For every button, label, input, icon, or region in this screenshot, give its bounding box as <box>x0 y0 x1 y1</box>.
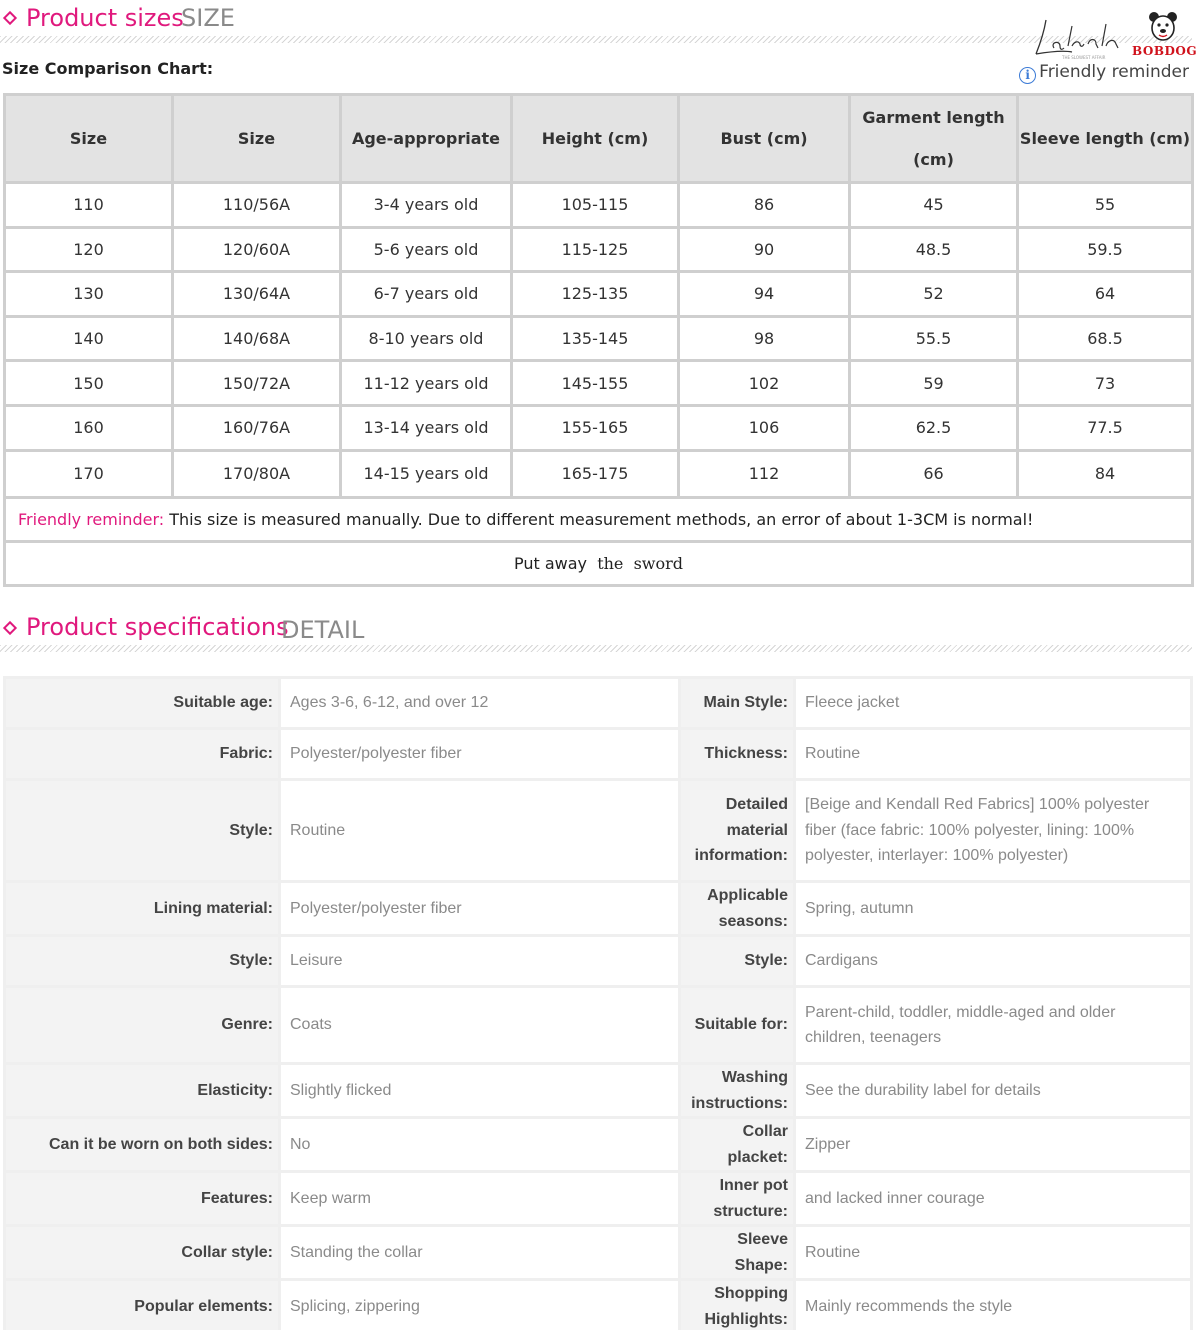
table-row <box>5 361 1193 406</box>
size-note-label: Friendly reminder: <box>18 509 165 529</box>
cell-bust: 98 <box>679 316 850 361</box>
spec-value: Slightly flicked <box>280 1064 680 1118</box>
size-footer-part2: the <box>597 553 624 573</box>
cell-height: 145-155 <box>512 361 679 406</box>
info-icon: i <box>1019 67 1036 84</box>
spec-row <box>5 678 1192 729</box>
size-table <box>3 93 1194 587</box>
table-row <box>5 183 1193 228</box>
dog-logo-icon <box>1148 10 1178 44</box>
spec-value: and lacked inner courage <box>795 1172 1192 1226</box>
spec-label: Features: <box>5 1172 280 1226</box>
spec-value: Fleece jacket <box>795 678 1192 729</box>
header-sleeve-length: Sleeve length (cm) <box>1018 95 1193 183</box>
cell-size: 120 <box>5 227 173 272</box>
spec-value: Keep warm <box>280 1172 680 1226</box>
spec-value: Parent-child, toddler, middle-aged and older children, teenagers <box>795 987 1192 1064</box>
cell-size-code: 130/64A <box>173 272 341 317</box>
cell-sleeve-length: 77.5 <box>1018 405 1193 450</box>
detail-section-title: Product specifications <box>26 613 289 641</box>
hatched-divider <box>0 36 1192 43</box>
spec-label: Shopping Highlights: <box>680 1280 795 1330</box>
friendly-reminder-label: Friendly reminder <box>1039 62 1189 82</box>
spec-value: Routine <box>280 780 680 882</box>
cell-size-code: 170/80A <box>173 450 341 497</box>
cell-bust: 90 <box>679 227 850 272</box>
cell-height: 105-115 <box>512 183 679 228</box>
spec-label: Thickness: <box>680 729 795 780</box>
header-garment-line2: (cm) <box>913 149 954 169</box>
cell-age: 13-14 years old <box>341 405 512 450</box>
brand-logo <box>1030 8 1198 60</box>
cell-sleeve-length: 84 <box>1018 450 1193 497</box>
spec-value: Leisure <box>280 936 680 987</box>
size-footer-row <box>5 541 1193 585</box>
cell-sleeve-length: 68.5 <box>1018 316 1193 361</box>
size-table-header-row <box>5 95 1193 183</box>
diamond-icon <box>3 11 17 25</box>
table-row <box>5 450 1193 497</box>
spec-value: Polyester/polyester fiber <box>280 729 680 780</box>
spec-label: Suitable for: <box>680 987 795 1064</box>
cell-sleeve-length: 55 <box>1018 183 1193 228</box>
cell-age: 8-10 years old <box>341 316 512 361</box>
size-footer-part1: Put away <box>513 553 588 573</box>
table-row <box>5 272 1193 317</box>
header-garment-length <box>850 95 1018 183</box>
hatched-divider <box>0 645 1192 652</box>
header-garment-line1: Garment length <box>862 107 1005 127</box>
cell-height: 165-175 <box>512 450 679 497</box>
size-section-title: Product sizes <box>26 4 184 32</box>
spec-row <box>5 1118 1192 1172</box>
cell-garment-length: 59 <box>850 361 1018 406</box>
cell-sleeve-length: 59.5 <box>1018 227 1193 272</box>
size-note <box>5 497 1193 541</box>
cell-age: 3-4 years old <box>341 183 512 228</box>
cell-garment-length: 48.5 <box>850 227 1018 272</box>
spec-value: Standing the collar <box>280 1226 680 1280</box>
spec-value: [Beige and Kendall Red Fabrics] 100% polyester fiber (face fabric: 100% polyester, lining: 100% polyester, interlayer: 100% polyester) <box>795 780 1192 882</box>
spec-value: Cardigans <box>795 936 1192 987</box>
spec-row <box>5 1280 1192 1330</box>
cell-age: 11-12 years old <box>341 361 512 406</box>
spec-label: Inner pot structure: <box>680 1172 795 1226</box>
spec-row <box>5 882 1192 936</box>
cell-age: 6-7 years old <box>341 272 512 317</box>
cell-bust: 106 <box>679 405 850 450</box>
brand-bobdog-text: BOBDOG <box>1132 44 1198 58</box>
spec-label: Fabric: <box>5 729 280 780</box>
spec-value: Routine <box>795 729 1192 780</box>
cell-size-code: 140/68A <box>173 316 341 361</box>
cell-size: 150 <box>5 361 173 406</box>
size-footer-part3: sword <box>633 553 683 573</box>
spec-row <box>5 987 1192 1064</box>
cell-sleeve-length: 64 <box>1018 272 1193 317</box>
cell-size-code: 150/72A <box>173 361 341 406</box>
cell-height: 135-145 <box>512 316 679 361</box>
size-section-header <box>0 0 1192 46</box>
brand-script-logo <box>1032 12 1128 60</box>
spec-label: Genre: <box>5 987 280 1064</box>
spec-label: Lining material: <box>5 882 280 936</box>
spec-label: Style: <box>680 936 795 987</box>
size-chart-caption: Size Comparison Chart: <box>2 59 214 78</box>
spec-value: Coats <box>280 987 680 1064</box>
spec-row <box>5 936 1192 987</box>
spec-label: Main Style: <box>680 678 795 729</box>
size-note-row <box>5 497 1193 541</box>
cell-bust: 94 <box>679 272 850 317</box>
header-age: Age-appropriate <box>341 95 512 183</box>
cell-bust: 102 <box>679 361 850 406</box>
spec-label: Can it be worn on both sides: <box>5 1118 280 1172</box>
friendly-reminder-link[interactable] <box>1019 62 1189 84</box>
cell-bust: 86 <box>679 183 850 228</box>
spec-label: Detailed material information: <box>680 780 795 882</box>
spec-label: Style: <box>5 780 280 882</box>
spec-value: Routine <box>795 1226 1192 1280</box>
spec-row <box>5 780 1192 882</box>
table-row <box>5 405 1193 450</box>
cell-size-code: 160/76A <box>173 405 341 450</box>
spec-value: No <box>280 1118 680 1172</box>
cell-size: 160 <box>5 405 173 450</box>
diamond-icon <box>3 621 17 635</box>
spec-value: Spring, autumn <box>795 882 1192 936</box>
cell-age: 14-15 years old <box>341 450 512 497</box>
size-section-subtitle: SIZE <box>181 4 235 32</box>
cell-bust: 112 <box>679 450 850 497</box>
cell-garment-length: 52 <box>850 272 1018 317</box>
header-height: Height (cm) <box>512 95 679 183</box>
brand-script-caption: THE SLOWEST AFFAIR <box>1062 55 1106 60</box>
spec-label: Sleeve Shape: <box>680 1226 795 1280</box>
cell-sleeve-length: 73 <box>1018 361 1193 406</box>
cell-size: 140 <box>5 316 173 361</box>
cell-size: 110 <box>5 183 173 228</box>
cell-garment-length: 45 <box>850 183 1018 228</box>
cell-size-code: 120/60A <box>173 227 341 272</box>
detail-section-subtitle: DETAIL <box>281 616 365 644</box>
cell-height: 115-125 <box>512 227 679 272</box>
spec-label: Style: <box>5 936 280 987</box>
header-bust: Bust (cm) <box>679 95 850 183</box>
spec-row <box>5 1172 1192 1226</box>
spec-value: Splicing, zippering <box>280 1280 680 1330</box>
cell-size-code: 110/56A <box>173 183 341 228</box>
spec-value: Mainly recommends the style <box>795 1280 1192 1330</box>
detail-section-header <box>0 608 1192 654</box>
spec-value: Polyester/polyester fiber <box>280 882 680 936</box>
spec-value: Ages 3-6, 6-12, and over 12 <box>280 678 680 729</box>
size-note-text: This size is measured manually. Due to different measurement methods, an error of about 1-3CM is normal! <box>164 509 1034 529</box>
spec-row <box>5 729 1192 780</box>
table-row <box>5 316 1193 361</box>
cell-size: 130 <box>5 272 173 317</box>
spec-value: Zipper <box>795 1118 1192 1172</box>
spec-label: Washing instructions: <box>680 1064 795 1118</box>
table-row <box>5 227 1193 272</box>
cell-size: 170 <box>5 450 173 497</box>
spec-row <box>5 1226 1192 1280</box>
spec-table <box>3 676 1193 1330</box>
cell-height: 125-135 <box>512 272 679 317</box>
header-size: Size <box>5 95 173 183</box>
spec-label: Popular elements: <box>5 1280 280 1330</box>
spec-label: Elasticity: <box>5 1064 280 1118</box>
spec-label: Suitable age: <box>5 678 280 729</box>
spec-label: Applicable seasons: <box>680 882 795 936</box>
spec-label: Collar placket: <box>680 1118 795 1172</box>
header-size-code: Size <box>173 95 341 183</box>
cell-garment-length: 55.5 <box>850 316 1018 361</box>
spec-row <box>5 1064 1192 1118</box>
spec-value: See the durability label for details <box>795 1064 1192 1118</box>
size-footer <box>5 541 1193 585</box>
cell-age: 5-6 years old <box>341 227 512 272</box>
cell-height: 155-165 <box>512 405 679 450</box>
cell-garment-length: 62.5 <box>850 405 1018 450</box>
cell-garment-length: 66 <box>850 450 1018 497</box>
spec-label: Collar style: <box>5 1226 280 1280</box>
